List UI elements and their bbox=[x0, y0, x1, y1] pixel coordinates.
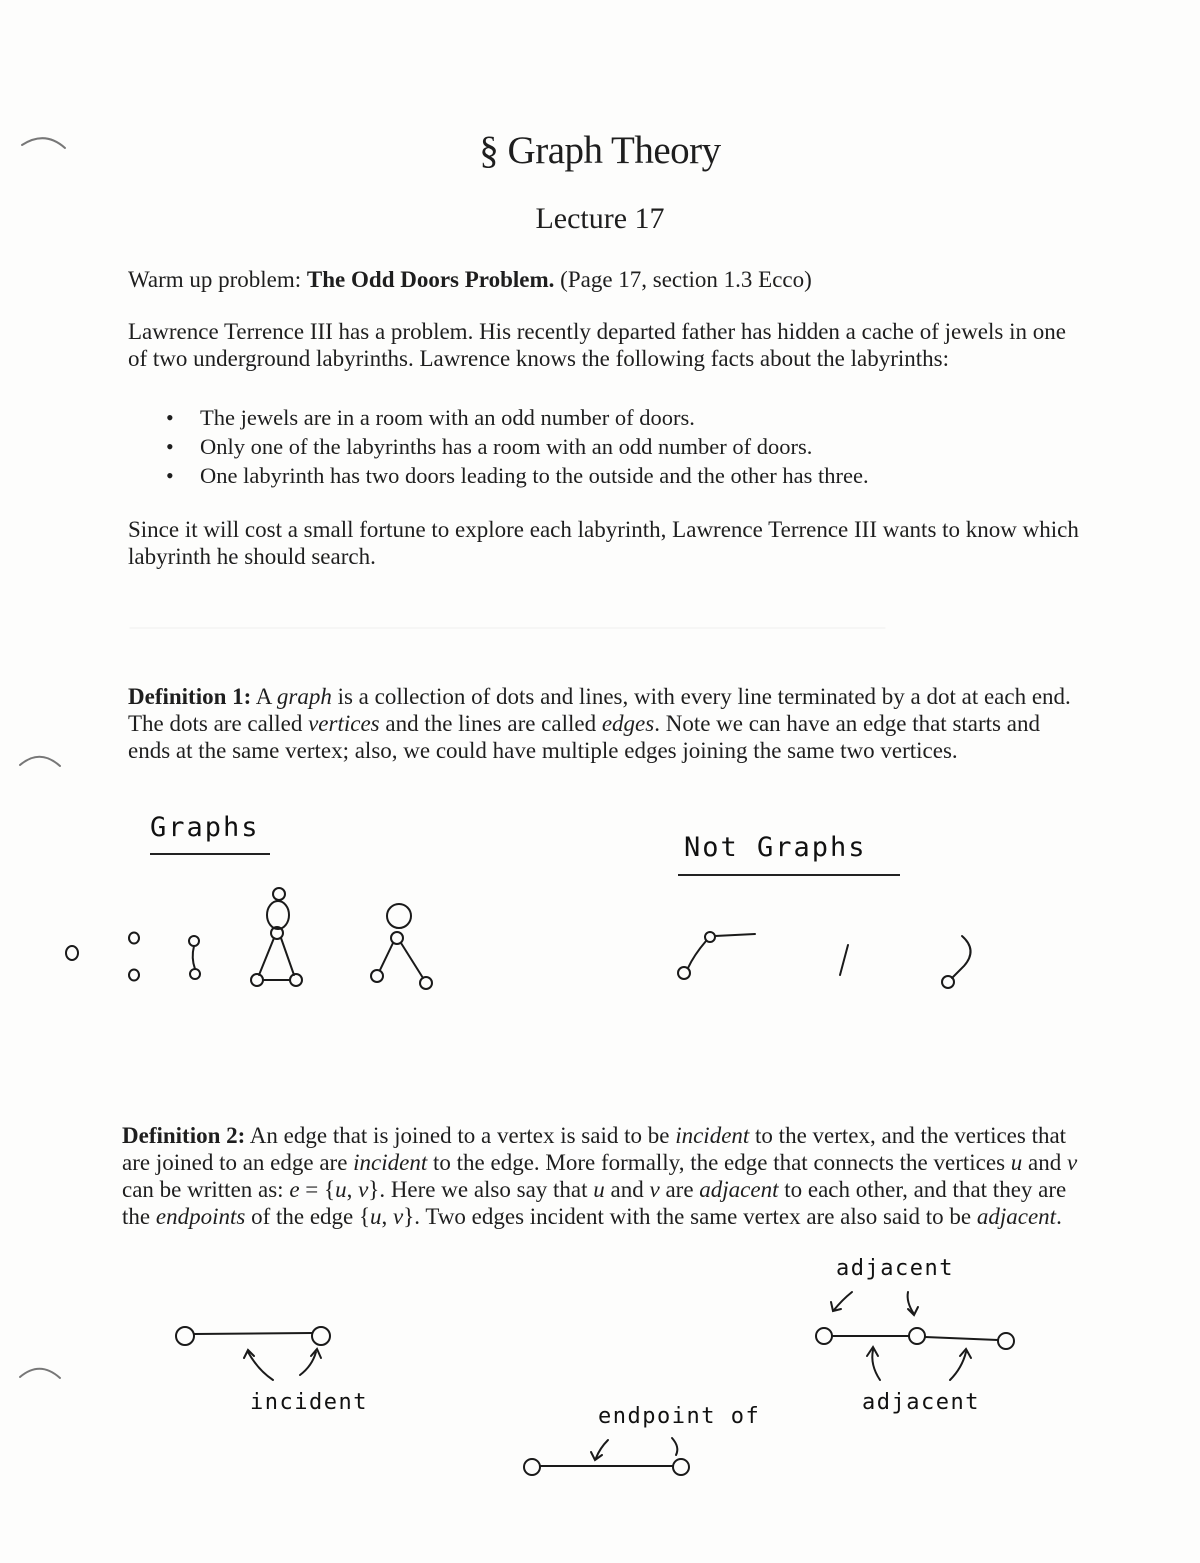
list-item: • One labyrinth has two doors leading to the outside and the other has three. bbox=[166, 461, 869, 490]
graph-loop-branch bbox=[371, 904, 432, 989]
graphs-examples bbox=[66, 888, 432, 989]
term-graph: graph bbox=[276, 684, 332, 709]
def2-text: can be written as: bbox=[122, 1177, 290, 1202]
term-edges: edges bbox=[601, 711, 655, 736]
problem-paragraph: Lawrence Terrence III has a problem. His recently departed father has hidden a cache of jewels in one of two underground labyrinths. Lawrence knows the following facts about the labyrinths: bbox=[128, 319, 1066, 371]
not-graphs-label: Not Graphs bbox=[684, 832, 867, 863]
def2-text: An edge that is joined to a vertex is said to be bbox=[245, 1123, 676, 1148]
warmup-problem-name: The Odd Doors Problem. bbox=[306, 267, 555, 292]
var-v: v bbox=[358, 1177, 369, 1202]
not-graph-curved-edge bbox=[942, 936, 971, 988]
graph-single-vertex bbox=[66, 946, 78, 960]
adjacent-bottom-label: adjacent bbox=[862, 1390, 980, 1415]
question-paragraph: Since it will cost a small fortune to explore each labyrinth, Lawrence Terrence III wants to know which labyrinth he should search. bbox=[128, 517, 1079, 569]
lecture-number: Lecture 17 bbox=[535, 202, 665, 235]
var-u: u bbox=[593, 1177, 605, 1202]
term-endpoints: endpoints bbox=[155, 1204, 246, 1229]
def2-text: = { bbox=[299, 1177, 336, 1202]
term-vertices: vertices bbox=[308, 711, 380, 736]
arrow bbox=[672, 1438, 677, 1455]
def1-text: is a collection of dots and lines, with every line terminated by a dot at each end. The dots are called bbox=[128, 684, 1071, 736]
binder-hole-mark bbox=[22, 138, 65, 148]
page-title: § Graph Theory bbox=[479, 129, 721, 172]
warmup-reference: (Page 17, section 1.3 Ecco) bbox=[554, 267, 812, 292]
def2-text: }. Two edges incident with the same vertex are also said to be bbox=[403, 1204, 977, 1229]
def2-text: of the edge { bbox=[245, 1204, 371, 1229]
var-e: e bbox=[289, 1177, 300, 1202]
arrow bbox=[950, 1352, 966, 1380]
var-v: v bbox=[393, 1204, 404, 1229]
var-u: u bbox=[370, 1204, 382, 1229]
term-incident: incident bbox=[353, 1150, 428, 1175]
var-v: v bbox=[649, 1177, 660, 1202]
term-adjacent: adjacent bbox=[976, 1204, 1057, 1229]
def2-text: to each other, and that they are the bbox=[122, 1177, 1067, 1229]
endpoint-diagram bbox=[524, 1438, 689, 1475]
def2-text: to the edge. More formally, the edge that connects the vertices bbox=[427, 1150, 1011, 1175]
graph-vertex bbox=[129, 970, 139, 981]
not-graphs-examples bbox=[678, 932, 971, 988]
incident-label: incident bbox=[250, 1390, 368, 1415]
var-u: u bbox=[335, 1177, 347, 1202]
arrow bbox=[834, 1292, 852, 1310]
adjacent-top-label: adjacent bbox=[836, 1256, 954, 1281]
endpoint-of-label: endpoint of bbox=[598, 1404, 761, 1429]
def1-text: . Note we can have an edge that starts and ends at the same vertex; also, we could have multiple edges joining the same two vertices. bbox=[128, 711, 1040, 763]
def2-text: and bbox=[604, 1177, 650, 1202]
graph-triangle-with-loop bbox=[251, 888, 302, 986]
adjacent-diagram bbox=[816, 1292, 1014, 1380]
graph-vertex bbox=[129, 933, 139, 944]
def2-text: and bbox=[1022, 1150, 1067, 1175]
graph-single-edge bbox=[189, 936, 200, 979]
def2-text: . bbox=[1056, 1204, 1062, 1229]
def2-text: to the vertex, and the vertices that are joined to an edge are bbox=[122, 1123, 1067, 1175]
term-adjacent: adjacent bbox=[699, 1177, 779, 1202]
def2-text: , bbox=[381, 1204, 394, 1229]
def2-text: are bbox=[659, 1177, 700, 1202]
def2-text: }. Here we also say that bbox=[368, 1177, 594, 1202]
list-item: • Only one of the labyrinths has a room with an odd number of doors. bbox=[166, 432, 869, 461]
binder-hole-mark bbox=[20, 1369, 60, 1378]
graphs-label: Graphs bbox=[150, 812, 260, 843]
def1-text: A bbox=[251, 684, 277, 709]
definition-1-label: Definition 1: bbox=[128, 684, 252, 709]
def1-text: and the lines are called bbox=[379, 711, 602, 736]
binder-hole-mark bbox=[20, 757, 60, 766]
definition-2-label: Definition 2: bbox=[122, 1123, 246, 1148]
list-item: • The jewels are in a room with an odd number of doors. bbox=[166, 403, 869, 432]
term-incident: incident bbox=[675, 1123, 750, 1148]
warmup-prefix: Warm up problem: bbox=[128, 267, 307, 292]
def2-text: , bbox=[346, 1177, 359, 1202]
arrow bbox=[300, 1352, 316, 1375]
incident-diagram bbox=[176, 1327, 330, 1380]
var-u: u bbox=[1010, 1150, 1023, 1175]
not-graph-dangling-edge bbox=[678, 932, 755, 979]
not-graph-bare-edge bbox=[840, 945, 848, 975]
arrow bbox=[248, 1352, 273, 1380]
var-v: v bbox=[1067, 1150, 1078, 1175]
